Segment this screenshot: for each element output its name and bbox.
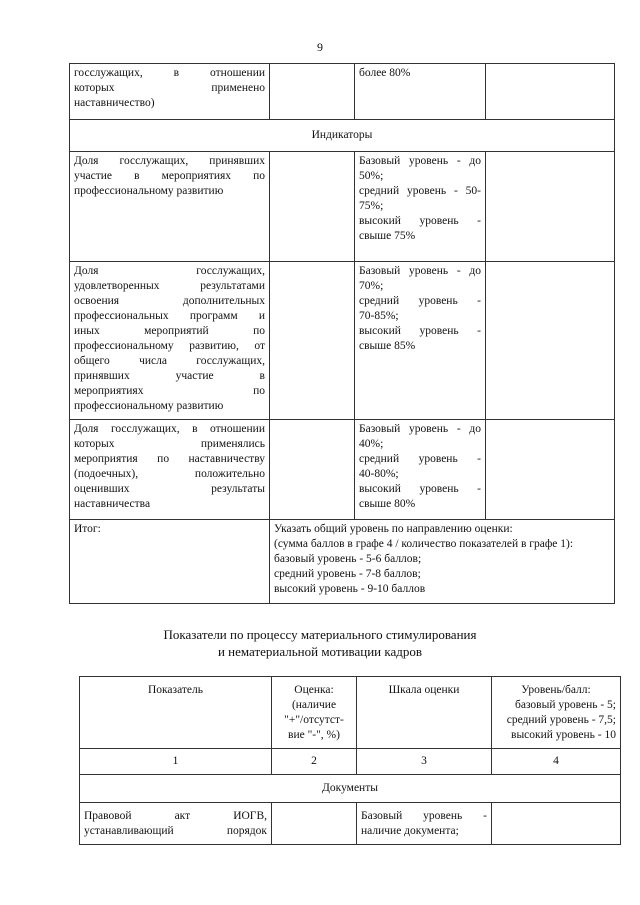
cell-line: высокий уровень - xyxy=(359,483,481,495)
level-cell xyxy=(486,420,615,520)
level-cell xyxy=(486,64,615,120)
scale-cell xyxy=(355,64,486,120)
col-number: 3 xyxy=(357,749,492,775)
level-cell xyxy=(486,152,615,262)
cell-line: иных мероприятий по xyxy=(74,325,265,337)
indicators-table xyxy=(69,63,615,604)
cell-line: Доля госслужащих, принявших xyxy=(74,155,265,167)
cell-line: профессиональных программ и xyxy=(74,310,265,322)
cell-line: высокий уровень - 9-10 баллов xyxy=(274,583,426,595)
indicator-cell xyxy=(70,262,270,420)
cell-line: свыше 85% xyxy=(359,340,416,352)
cell-line: высокий уровень - xyxy=(359,215,481,227)
cell-line: Доля госслужащих, в отношении xyxy=(74,423,265,435)
cell-line: удовлетворенных результатами xyxy=(74,280,265,292)
table-row xyxy=(70,64,615,120)
cell-line: устанавливающий порядок xyxy=(84,825,267,837)
cell-line: профессиональному развитию, от xyxy=(74,340,265,352)
cell-line: средний уровень - 7,5; xyxy=(506,714,616,726)
cell-line: высокий уровень - 10 xyxy=(511,729,616,741)
cell-line: госслужащих, в отношении xyxy=(74,67,265,79)
evaluation-cell xyxy=(270,64,355,120)
evaluation-cell xyxy=(272,803,357,845)
scale-cell xyxy=(357,803,492,845)
cell-line: свыше 75% xyxy=(359,230,416,242)
cell-line: Базовый уровень - до xyxy=(359,265,481,277)
cell-line: мероприятия по наставничеству xyxy=(74,453,265,465)
header-row xyxy=(80,677,621,749)
scale-cell xyxy=(355,420,486,520)
evaluation-cell xyxy=(270,262,355,420)
cell-line: участие в мероприятиях по xyxy=(74,170,265,182)
cell-line: средний уровень - 50- xyxy=(359,185,481,197)
cell-line: средний уровень - xyxy=(359,453,481,465)
indicator-cell xyxy=(70,152,270,262)
section-row xyxy=(80,775,621,803)
column-number-row xyxy=(80,749,621,775)
cell-line: 75%; xyxy=(359,200,384,212)
cell-line: 40-80%; xyxy=(359,468,399,480)
cell-line: оценивших результаты xyxy=(74,483,265,495)
cell-line: "+"/отсутст- xyxy=(284,714,344,726)
cell-line: которых применено xyxy=(74,82,265,94)
cell-line: (сумма баллов в графе 4 / количество показателей в графе 1): xyxy=(274,538,574,550)
cell-line: Базовый уровень - xyxy=(361,810,487,822)
cell-line: Правовой акт ИОГВ, xyxy=(84,810,267,822)
motivation-table xyxy=(79,676,621,845)
section-heading xyxy=(0,626,640,660)
cell-line: 40%; xyxy=(359,438,384,450)
cell-line: мероприятиях по xyxy=(74,385,265,397)
scale-cell xyxy=(355,152,486,262)
header-scale: Шкала оценки xyxy=(357,677,492,749)
page-number: 9 xyxy=(317,40,323,54)
cell-line: Базовый уровень - до xyxy=(359,423,481,435)
cell-line: Уровень/балл: xyxy=(521,684,591,696)
cell-line: освоения дополнительных xyxy=(74,295,265,307)
level-cell xyxy=(492,803,621,845)
total-label: Итог: xyxy=(70,520,270,604)
cell-line: принявших участие в xyxy=(74,370,265,382)
indicator-cell xyxy=(80,803,272,845)
cell-line: базовый уровень - 5; xyxy=(514,699,616,711)
cell-line: (подоечных), положительно xyxy=(74,468,265,480)
cell-line: 70%; xyxy=(359,280,384,292)
cell-line: вие "-", %) xyxy=(288,729,340,741)
table-row xyxy=(70,420,615,520)
table-row xyxy=(80,803,621,845)
table-row xyxy=(70,262,615,420)
cell-line: Доля госслужащих, xyxy=(74,265,265,277)
evaluation-cell xyxy=(270,420,355,520)
scale-cell xyxy=(355,262,486,420)
cell-line: наставничество) xyxy=(74,97,155,109)
cell-line: наставничества xyxy=(74,498,151,510)
cell-line: Оценка: xyxy=(294,684,334,696)
section-indicators: Индикаторы xyxy=(70,120,615,152)
col-number: 1 xyxy=(80,749,272,775)
section-documents: Документы xyxy=(80,775,621,803)
indicator-cell xyxy=(70,64,270,120)
cell-line: свыше 80% xyxy=(359,498,416,510)
heading-line: Показатели по процессу материального стимулирования xyxy=(163,627,477,642)
cell-line: которых применялись xyxy=(74,438,265,450)
col-number: 4 xyxy=(492,749,621,775)
cell-line: более 80% xyxy=(359,67,411,79)
cell-line: базовый уровень - 5-6 баллов; xyxy=(274,553,422,565)
section-row xyxy=(70,120,615,152)
header-indicator: Показатель xyxy=(80,677,272,749)
col-number: 2 xyxy=(272,749,357,775)
cell-line: наличие документа; xyxy=(361,825,459,837)
cell-line: Указать общий уровень по направлению оценки: xyxy=(274,523,513,535)
cell-line: 70-85%; xyxy=(359,310,399,322)
indicator-cell xyxy=(70,420,270,520)
table-row xyxy=(70,152,615,262)
cell-line: Базовый уровень - до xyxy=(359,155,481,167)
total-text xyxy=(270,520,615,604)
heading-line: и нематериальной мотивации кадров xyxy=(217,644,423,659)
evaluation-cell xyxy=(270,152,355,262)
cell-line: средний уровень - 7-8 баллов; xyxy=(274,568,421,580)
header-evaluation xyxy=(272,677,357,749)
cell-line: высокий уровень - xyxy=(359,325,481,337)
cell-line: общего числа госслужащих, xyxy=(74,355,265,367)
level-cell xyxy=(486,262,615,420)
cell-line: 50%; xyxy=(359,170,384,182)
cell-line: средний уровень - xyxy=(359,295,481,307)
cell-line: профессиональному развитию xyxy=(74,185,224,197)
cell-line: профессиональному развитию xyxy=(74,400,224,412)
total-row xyxy=(70,520,615,604)
header-level xyxy=(492,677,621,749)
cell-line: (наличие xyxy=(291,699,337,711)
